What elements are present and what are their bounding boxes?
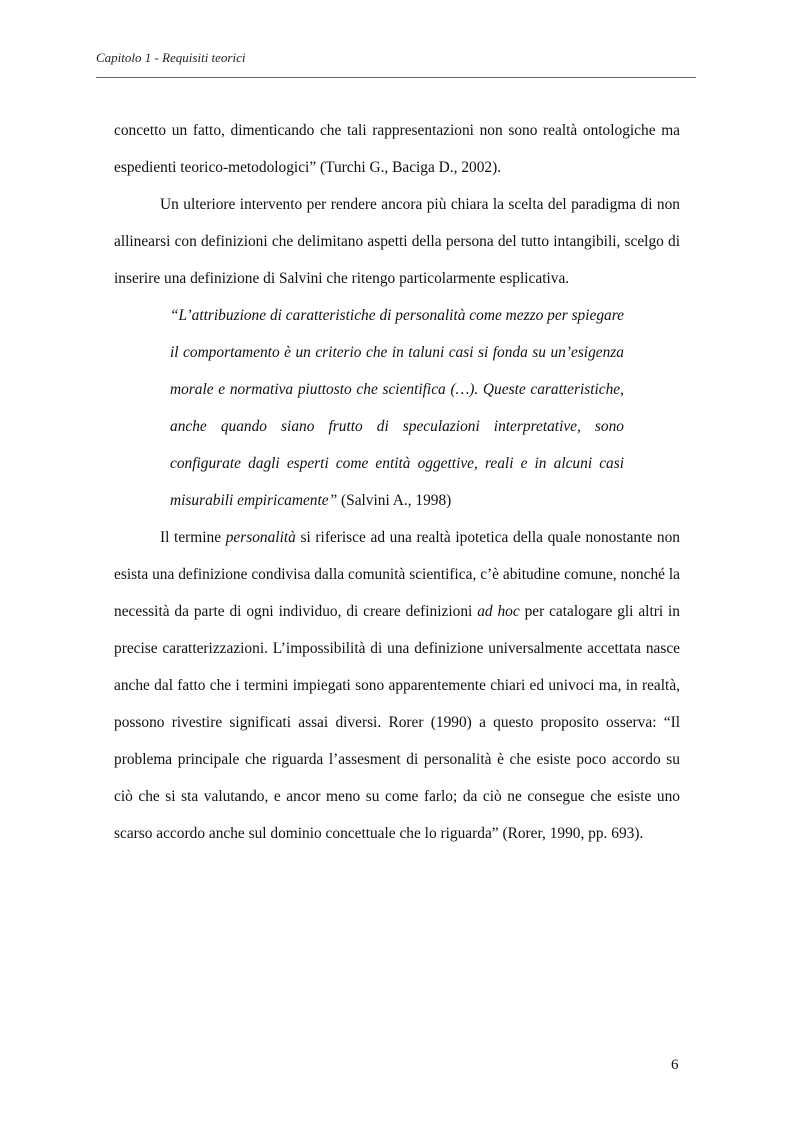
p3-emphasis-personalita: personalità [225, 529, 296, 546]
page-number: 6 [671, 1057, 679, 1073]
quote-text: “L’attribuzione di caratteristiche di personalità come mezzo per spiegare il comportamento è un criterio che in taluni casi si fonda su un’esigenza morale e normativa piuttosto che scientifica (…). Queste caratteristiche, anche quando siano frutto di speculazioni interpretative, sono configurate dagli esperti come entità oggettive, reali e in alcuni casi misurabili empiricamente” [170, 307, 624, 509]
p3-text-c: per catalogare gli altri in precise caratterizzazioni. L’impossibilità di una definizione universalmente accettata nasce anche dal fatto che i termini impiegati sono apparentemente chiari ed univoci ma, in realtà, possono rivestire significati assai diversi. Rorer (1990) a questo proposito osserva: “Il problema principale che riguarda l’assesment di personalità è che esiste poco accordo su ciò che si sta valutando, e ancor meno su come farlo; da ciò ne consegue che esiste uno scarso accordo anche sul dominio concettuale che lo riguarda” (Rorer, 1990, pp. 693). [114, 603, 680, 842]
block-quote [114, 297, 680, 519]
p3-text-b: si riferisce ad una realtà ipotetica della quale nonostante non esista una definizione condivisa dalla comunità scientifica, c’è abitudine comune, nonché la necessità da parte di ogni individuo, di creare definizioni [114, 529, 680, 620]
p3-text-a: Il termine [160, 529, 226, 546]
document-body [114, 112, 680, 852]
paragraph-intro-quote: Un ulteriore intervento per rendere ancora più chiara la scelta del paradigma di non allinearsi con definizioni che delimitano aspetti della persona del tutto intangibili, scelgo di inserire una definizione di Salvini che ritengo particolarmente esplicativa. [114, 196, 680, 287]
running-header: Capitolo 1 - Requisiti teorici [96, 50, 246, 65]
p3-emphasis-ad-hoc: ad hoc [477, 603, 520, 620]
paragraph-personality [114, 519, 680, 852]
quote-citation: (Salvini A., 1998) [337, 492, 452, 509]
paragraph-continuation: concetto un fatto, dimenticando che tali rappresentazioni non sono realtà ontologiche ma espedienti teorico-metodologici” (Turchi G., Baciga D., 2002). [114, 122, 680, 176]
header-divider [96, 77, 696, 78]
